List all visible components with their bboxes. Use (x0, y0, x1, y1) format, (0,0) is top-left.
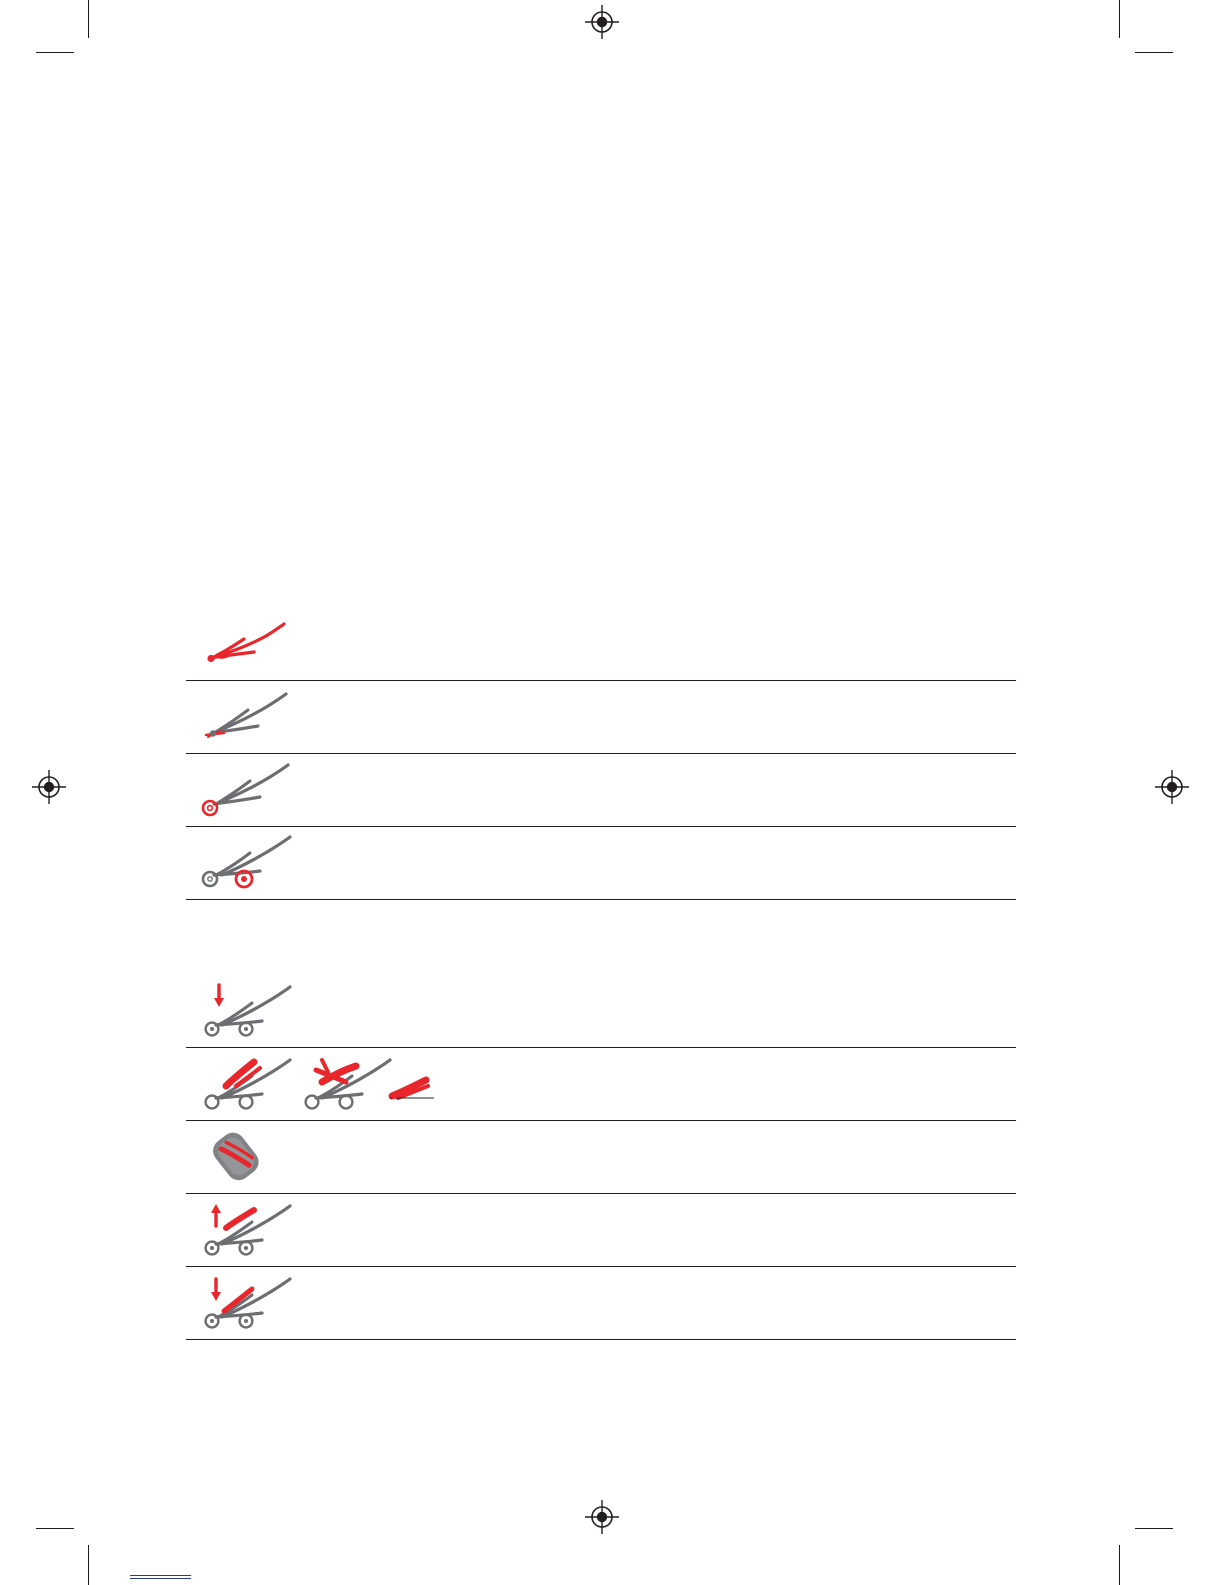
stroller-frame-front-wheel-highlight-icon (192, 758, 412, 820)
stroller-handle-red-outline-icon (192, 612, 412, 674)
assembly-parts-table (186, 608, 1016, 900)
crop-mark-top-left-vertical (88, 0, 89, 38)
table-row (186, 754, 1016, 827)
table-row (186, 1048, 1016, 1121)
table-row (186, 1121, 1016, 1194)
assembly-steps-table (186, 975, 1016, 1340)
stroller-frame-rear-wheel-highlight-icon (192, 831, 412, 893)
registration-target-top (585, 5, 619, 39)
crop-mark-top-right-horizontal (1135, 52, 1173, 53)
table-row (186, 1267, 1016, 1340)
footer-link[interactable] (130, 1565, 191, 1579)
handgrip-detail-icon (192, 1125, 412, 1187)
crop-mark-bottom-left-vertical (88, 1545, 89, 1585)
crop-mark-bottom-right-horizontal (1135, 1528, 1173, 1529)
registration-target-right (1155, 770, 1189, 804)
stroller-press-down-arrow-icon (192, 979, 412, 1041)
crop-mark-bottom-left-horizontal (36, 1528, 74, 1529)
stroller-frame-gray-icon (192, 685, 412, 747)
table-row (186, 608, 1016, 681)
stroller-seat-install-sequence-icon (192, 1052, 612, 1114)
registration-target-left (32, 770, 66, 804)
stroller-push-down-arrow-icon (192, 1271, 412, 1333)
table-row (186, 681, 1016, 754)
crop-mark-top-right-vertical (1119, 0, 1120, 38)
registration-target-bottom (585, 1500, 619, 1534)
crop-mark-bottom-right-vertical (1119, 1545, 1120, 1585)
crop-mark-top-left-horizontal (36, 52, 74, 53)
table-row (186, 975, 1016, 1048)
table-row (186, 827, 1016, 900)
stroller-lift-up-arrow-icon (192, 1198, 412, 1260)
table-row (186, 1194, 1016, 1267)
